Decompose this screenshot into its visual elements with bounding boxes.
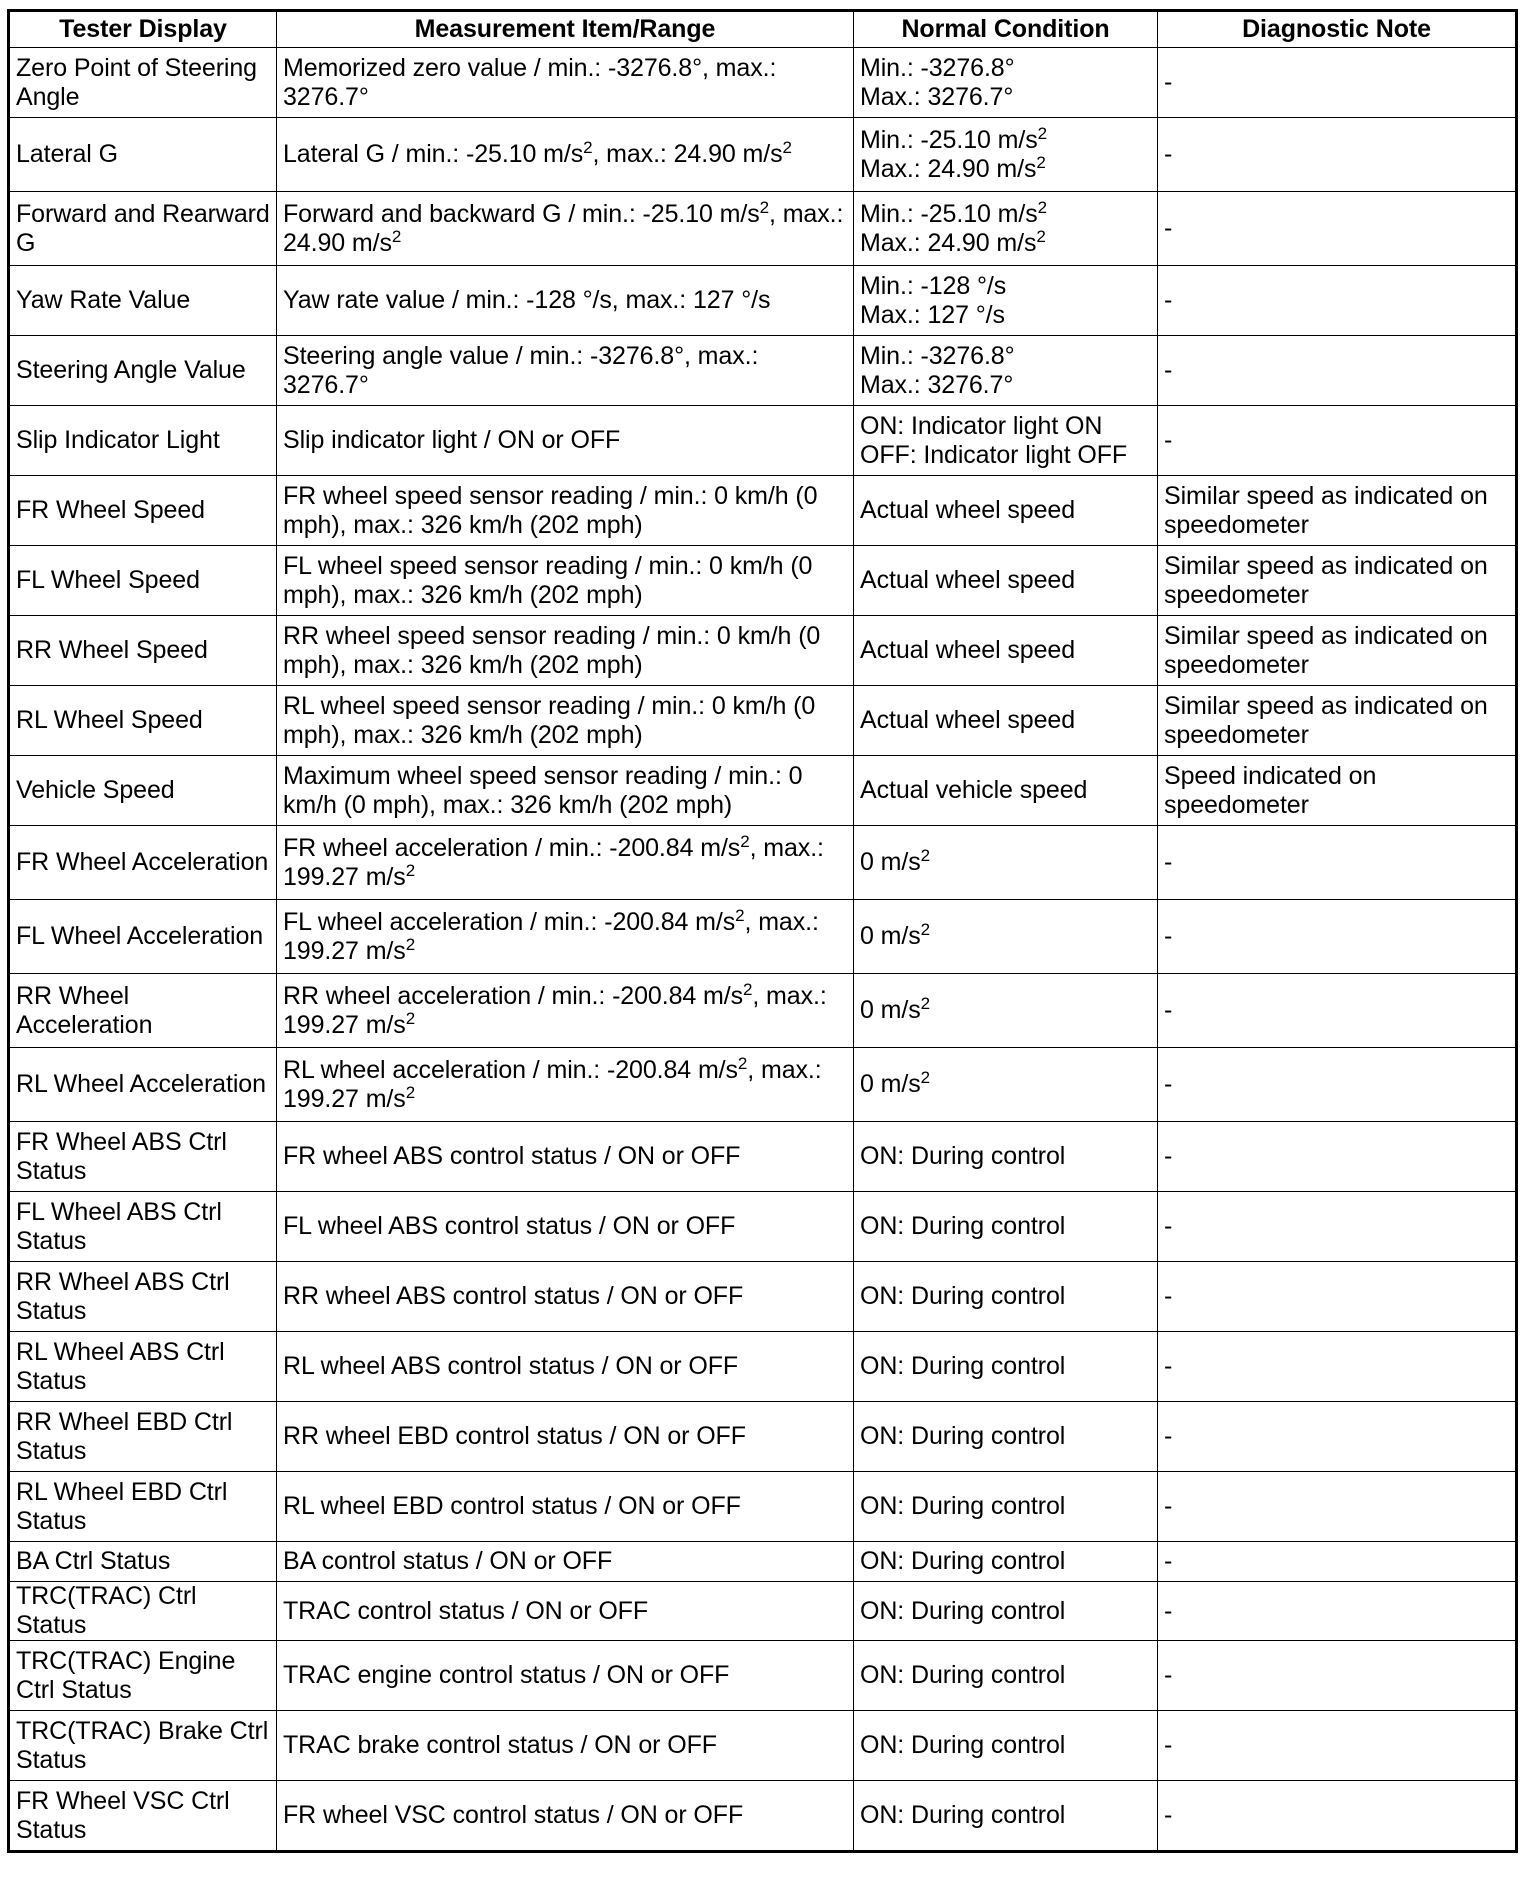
- diagnostic-note-cell: -: [1158, 1542, 1517, 1582]
- normal-condition-cell: 0 $m/s^2$: [854, 826, 1158, 900]
- normal-condition-cell: ON: During control: [854, 1332, 1158, 1402]
- measurement-item-cell: RR wheel acceleration / min.: -200.84 $m/s^2$, max.: 199.27 $m/s^2$: [277, 974, 854, 1048]
- header-row: [9, 11, 1517, 48]
- normal-condition-cell: ON: During control: [854, 1192, 1158, 1262]
- measurement-item-cell: TRAC control status / ON or OFF: [277, 1582, 854, 1641]
- tester-display-cell: Lateral G: [9, 118, 277, 192]
- measurement-item-cell: FR wheel speed sensor reading / min.: 0 km/h (0 mph), max.: 326 km/h (202 mph): [277, 476, 854, 546]
- tester-display-cell: FL Wheel Speed: [9, 546, 277, 616]
- tester-display-cell: RL Wheel ABS Ctrl Status: [9, 1332, 277, 1402]
- diagnostic-note-cell: -: [1158, 1048, 1517, 1122]
- header-normal-condition: Normal Condition: [854, 11, 1158, 48]
- table-row: [9, 686, 1517, 756]
- measurement-item-cell: RL wheel acceleration / min.: -200.84 $m/s^2$, max.: 199.27 $m/s^2$: [277, 1048, 854, 1122]
- normal-condition-cell: 0 $m/s^2$: [854, 1048, 1158, 1122]
- tester-display-cell: FR Wheel Speed: [9, 476, 277, 546]
- measurement-item-cell: TRAC engine control status / ON or OFF: [277, 1641, 854, 1711]
- tester-display-cell: Steering Angle Value: [9, 336, 277, 406]
- measurement-item-cell: Memorized zero value / min.: -3276.8°, max.: 3276.7°: [277, 48, 854, 118]
- table-row: [9, 48, 1517, 118]
- normal-condition-cell: Min.: -3276.8° Max.: 3276.7°: [854, 48, 1158, 118]
- diagnostic-note-cell: -: [1158, 1641, 1517, 1711]
- measurement-item-cell: BA control status / ON or OFF: [277, 1542, 854, 1582]
- normal-condition-cell: Min.: -25.10 $m/s^2$ Max.: 24.90 $m/s^2$: [854, 118, 1158, 192]
- tester-display-cell: RL Wheel EBD Ctrl Status: [9, 1472, 277, 1542]
- tester-display-cell: TRC(TRAC) Brake Ctrl Status: [9, 1711, 277, 1781]
- normal-condition-cell: 0 $m/s^2$: [854, 900, 1158, 974]
- diagnostic-note-cell: -: [1158, 826, 1517, 900]
- normal-condition-cell: 0 $m/s^2$: [854, 974, 1158, 1048]
- table-body: [9, 48, 1517, 1852]
- measurement-item-cell: Lateral G / min.: -25.10 $m/s^2$, max.: 24.90 $m/s^2$: [277, 118, 854, 192]
- diagnostic-note-cell: -: [1158, 1711, 1517, 1781]
- diagnostic-note-cell: -: [1158, 48, 1517, 118]
- measurement-item-cell: RR wheel ABS control status / ON or OFF: [277, 1262, 854, 1332]
- measurement-item-cell: RL wheel speed sensor reading / min.: 0 km/h (0 mph), max.: 326 km/h (202 mph): [277, 686, 854, 756]
- table-row: [9, 546, 1517, 616]
- measurement-item-cell: RR wheel EBD control status / ON or OFF: [277, 1402, 854, 1472]
- diagnostic-note-cell: Similar speed as indicated on speedometer: [1158, 546, 1517, 616]
- diagnostic-note-cell: -: [1158, 1332, 1517, 1402]
- normal-condition-cell: Actual wheel speed: [854, 476, 1158, 546]
- header-tester-display: Tester Display: [9, 11, 277, 48]
- measurement-item-cell: Steering angle value / min.: -3276.8°, max.: 3276.7°: [277, 336, 854, 406]
- diagnostic-note-cell: -: [1158, 118, 1517, 192]
- tester-display-cell: TRC(TRAC) Engine Ctrl Status: [9, 1641, 277, 1711]
- measurement-item-cell: Yaw rate value / min.: -128 °/s, max.: 127 °/s: [277, 266, 854, 336]
- measurement-item-cell: FL wheel acceleration / min.: -200.84 $m/s^2$, max.: 199.27 $m/s^2$: [277, 900, 854, 974]
- normal-condition-cell: ON: During control: [854, 1472, 1158, 1542]
- diagnostic-note-cell: -: [1158, 192, 1517, 266]
- table-row: [9, 826, 1517, 900]
- measurement-item-cell: Maximum wheel speed sensor reading / min.: 0 km/h (0 mph), max.: 326 km/h (202 mph): [277, 756, 854, 826]
- table-row: [9, 336, 1517, 406]
- table-row: [9, 756, 1517, 826]
- tester-display-cell: TRC(TRAC) Ctrl Status: [9, 1582, 277, 1641]
- tester-display-cell: FL Wheel ABS Ctrl Status: [9, 1192, 277, 1262]
- table-row: [9, 1542, 1517, 1582]
- measurement-item-cell: RL wheel ABS control status / ON or OFF: [277, 1332, 854, 1402]
- normal-condition-cell: ON: During control: [854, 1711, 1158, 1781]
- diagnostic-note-cell: Similar speed as indicated on speedometer: [1158, 686, 1517, 756]
- table-row: [9, 118, 1517, 192]
- table-row: [9, 1582, 1517, 1641]
- normal-condition-cell: ON: During control: [854, 1402, 1158, 1472]
- normal-condition-cell: ON: During control: [854, 1641, 1158, 1711]
- diagnostic-note-cell: -: [1158, 1582, 1517, 1641]
- table-row: [9, 1262, 1517, 1332]
- table-row: [9, 476, 1517, 546]
- normal-condition-cell: ON: During control: [854, 1542, 1158, 1582]
- tester-display-cell: RR Wheel Acceleration: [9, 974, 277, 1048]
- normal-condition-cell: Min.: -25.10 $m/s^2$ Max.: 24.90 $m/s^2$: [854, 192, 1158, 266]
- normal-condition-cell: Min.: -3276.8° Max.: 3276.7°: [854, 336, 1158, 406]
- table-row: [9, 1122, 1517, 1192]
- table-row: [9, 406, 1517, 476]
- normal-condition-cell: Actual wheel speed: [854, 686, 1158, 756]
- diagnostic-note-cell: Speed indicated on speedometer: [1158, 756, 1517, 826]
- measurement-item-cell: FL wheel ABS control status / ON or OFF: [277, 1192, 854, 1262]
- tester-display-cell: RR Wheel Speed: [9, 616, 277, 686]
- normal-condition-cell: Actual vehicle speed: [854, 756, 1158, 826]
- table-row: [9, 192, 1517, 266]
- diagnostic-note-cell: -: [1158, 974, 1517, 1048]
- normal-condition-cell: ON: During control: [854, 1781, 1158, 1852]
- header-measurement-item: Measurement Item/Range: [277, 11, 854, 48]
- normal-condition-cell: ON: During control: [854, 1122, 1158, 1192]
- diagnostic-note-cell: -: [1158, 1402, 1517, 1472]
- measurement-item-cell: FL wheel speed sensor reading / min.: 0 km/h (0 mph), max.: 326 km/h (202 mph): [277, 546, 854, 616]
- tester-display-cell: Yaw Rate Value: [9, 266, 277, 336]
- normal-condition-cell: Actual wheel speed: [854, 616, 1158, 686]
- diagnostic-note-cell: Similar speed as indicated on speedometer: [1158, 476, 1517, 546]
- diagnostic-note-cell: -: [1158, 1262, 1517, 1332]
- table-row: [9, 1641, 1517, 1711]
- diagnostic-note-cell: -: [1158, 1122, 1517, 1192]
- normal-condition-cell: Actual wheel speed: [854, 546, 1158, 616]
- normal-condition-cell: ON: Indicator light ON OFF: Indicator light OFF: [854, 406, 1158, 476]
- table-row: [9, 1402, 1517, 1472]
- tester-display-cell: RR Wheel ABS Ctrl Status: [9, 1262, 277, 1332]
- tester-display-cell: Forward and Rearward G: [9, 192, 277, 266]
- measurement-item-cell: FR wheel ABS control status / ON or OFF: [277, 1122, 854, 1192]
- measurement-item-cell: RL wheel EBD control status / ON or OFF: [277, 1472, 854, 1542]
- table-row: [9, 974, 1517, 1048]
- normal-condition-cell: Min.: -128 °/s Max.: 127 °/s: [854, 266, 1158, 336]
- table-row: [9, 1048, 1517, 1122]
- table-row: [9, 1332, 1517, 1402]
- diagnostic-note-cell: -: [1158, 266, 1517, 336]
- diagnostic-note-cell: -: [1158, 1472, 1517, 1542]
- measurement-item-cell: Forward and backward G / min.: -25.10 $m/s^2$, max.: 24.90 $m/s^2$: [277, 192, 854, 266]
- diagnostic-note-cell: -: [1158, 1192, 1517, 1262]
- tester-data-table: [7, 9, 1518, 1853]
- measurement-item-cell: RR wheel speed sensor reading / min.: 0 km/h (0 mph), max.: 326 km/h (202 mph): [277, 616, 854, 686]
- table-row: [9, 1711, 1517, 1781]
- measurement-item-cell: FR wheel acceleration / min.: -200.84 $m/s^2$, max.: 199.27 $m/s^2$: [277, 826, 854, 900]
- tester-display-cell: Vehicle Speed: [9, 756, 277, 826]
- diagnostic-note-cell: -: [1158, 900, 1517, 974]
- tester-display-cell: RL Wheel Speed: [9, 686, 277, 756]
- tester-display-cell: FR Wheel Acceleration: [9, 826, 277, 900]
- diagnostic-note-cell: Similar speed as indicated on speedometer: [1158, 616, 1517, 686]
- table-row: [9, 1472, 1517, 1542]
- tester-display-cell: RR Wheel EBD Ctrl Status: [9, 1402, 277, 1472]
- header-diagnostic-note: Diagnostic Note: [1158, 11, 1517, 48]
- table-row: [9, 616, 1517, 686]
- table-row: [9, 900, 1517, 974]
- tester-display-cell: BA Ctrl Status: [9, 1542, 277, 1582]
- measurement-item-cell: FR wheel VSC control status / ON or OFF: [277, 1781, 854, 1852]
- table-row: [9, 1192, 1517, 1262]
- normal-condition-cell: ON: During control: [854, 1582, 1158, 1641]
- measurement-item-cell: Slip indicator light / ON or OFF: [277, 406, 854, 476]
- diagnostic-note-cell: -: [1158, 406, 1517, 476]
- tester-display-cell: RL Wheel Acceleration: [9, 1048, 277, 1122]
- table-row: [9, 266, 1517, 336]
- tester-display-cell: FL Wheel Acceleration: [9, 900, 277, 974]
- tester-display-cell: Slip Indicator Light: [9, 406, 277, 476]
- tester-display-cell: FR Wheel ABS Ctrl Status: [9, 1122, 277, 1192]
- normal-condition-cell: ON: During control: [854, 1262, 1158, 1332]
- diagnostic-note-cell: -: [1158, 1781, 1517, 1852]
- tester-display-cell: FR Wheel VSC Ctrl Status: [9, 1781, 277, 1852]
- diagnostic-note-cell: -: [1158, 336, 1517, 406]
- tester-display-cell: Zero Point of Steering Angle: [9, 48, 277, 118]
- measurement-item-cell: TRAC brake control status / ON or OFF: [277, 1711, 854, 1781]
- table-row: [9, 1781, 1517, 1852]
